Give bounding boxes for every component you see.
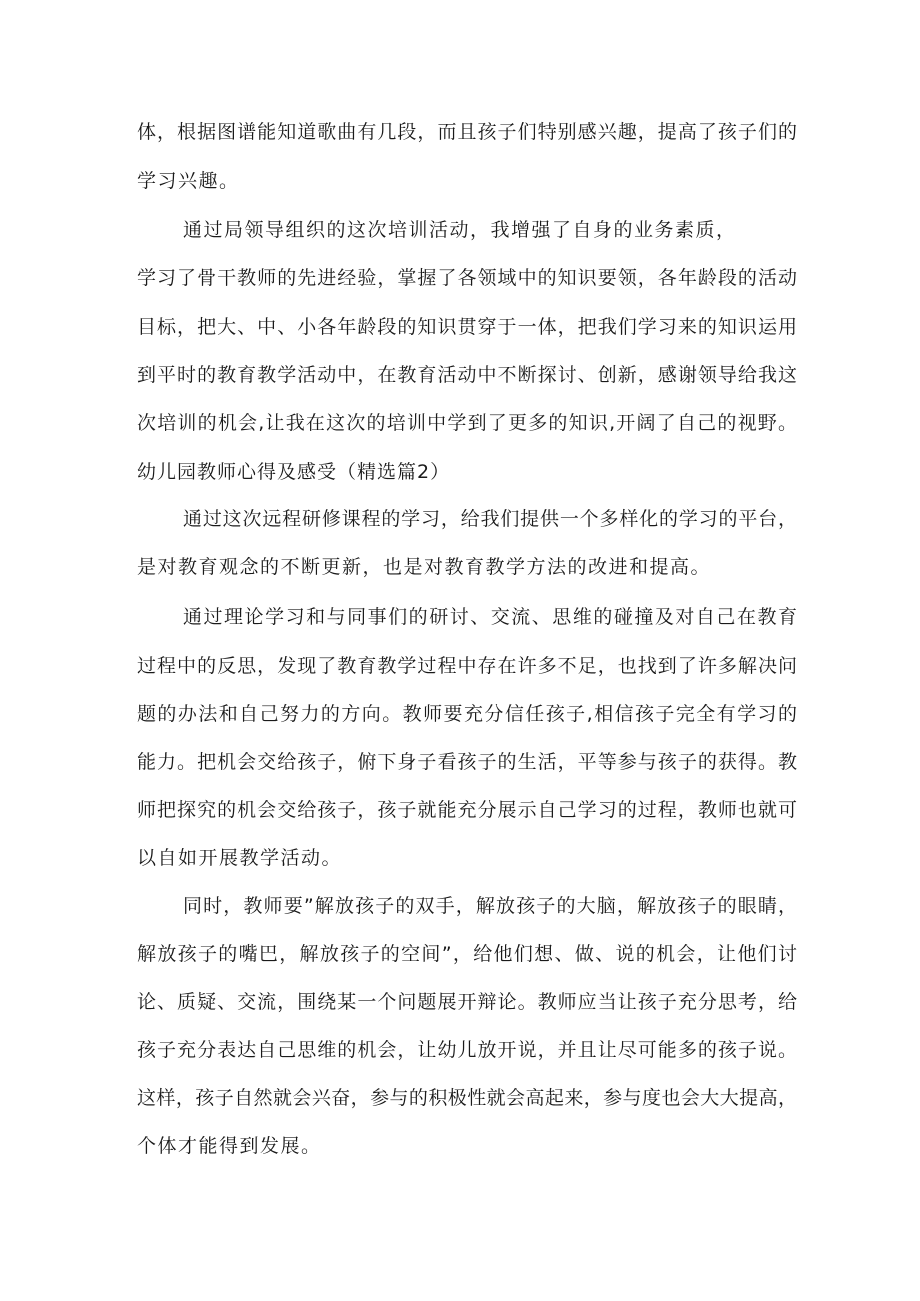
text-line: 学习了骨干教师的先进经验，掌握了各领域中的知识要领，各年龄段的活动	[137, 267, 797, 289]
text-line: 同时，教师要”解放孩子的双手，解放孩子的大脑，解放孩子的眼睛，	[183, 895, 797, 917]
text-line: 解放孩子的嘴巴，解放孩子的空间”，给他们想、做、说的机会，让他们讨	[137, 943, 797, 965]
text-line: 体，根据图谱能知道歌曲有几段，而且孩子们特别感兴趣，提高了孩子们的	[137, 121, 797, 143]
text-line: 次培训的机会,让我在这次的培训中学到了更多的知识,开阔了自己的视野。	[137, 412, 797, 434]
text-line: 学习兴趣。	[137, 170, 240, 192]
text-line: 题的办法和自己努力的方向。教师要充分信任孩子,相信孩子完全有学习的	[137, 703, 797, 725]
text-line: 通过这次远程研修课程的学习，给我们提供一个多样化的学习的平台，	[183, 508, 797, 530]
text-line: 以自如开展教学活动。	[137, 847, 343, 869]
text-line: 通过理论学习和与同事们的研讨、交流、思维的碰撞及对自己在教育	[183, 606, 797, 628]
text-line: 师把探究的机会交给孩子，孩子就能充分展示自己学习的过程，教师也就可	[137, 799, 797, 821]
text-line: 孩子充分表达自己思维的机会，让幼儿放开说，并且让尽可能多的孩子说。	[137, 1039, 797, 1061]
text-line: 过程中的反思，发现了教育教学过程中存在许多不足，也找到了许多解决问	[137, 655, 797, 677]
text-line: 通过局领导组织的这次培训活动，我增强了自身的业务素质，	[183, 219, 737, 241]
text-line: 到平时的教育教学活动中，在教育活动中不断探讨、创新，感谢领导给我这	[137, 364, 797, 386]
section-heading: 幼儿园教师心得及感受（精选篇2）	[137, 461, 451, 483]
text-line: 目标，把大、中、小各年龄段的知识贯穿于一体，把我们学习来的知识运用	[137, 316, 797, 338]
text-line: 能力。把机会交给孩子，俯下身子看孩子的生活，平等参与孩子的获得。教	[137, 751, 797, 773]
text-line: 这样，孩子自然就会兴奋，参与的积极性就会高起来，参与度也会大大提高，	[137, 1087, 797, 1109]
text-line: 个体才能得到发展。	[137, 1135, 322, 1157]
text-line: 是对教育观念的不断更新，也是对教育教学方法的改进和提高。	[137, 556, 712, 578]
text-line: 论、质疑、交流，围绕某一个问题展开辩论。教师应当让孩子充分思考，给	[137, 991, 797, 1013]
